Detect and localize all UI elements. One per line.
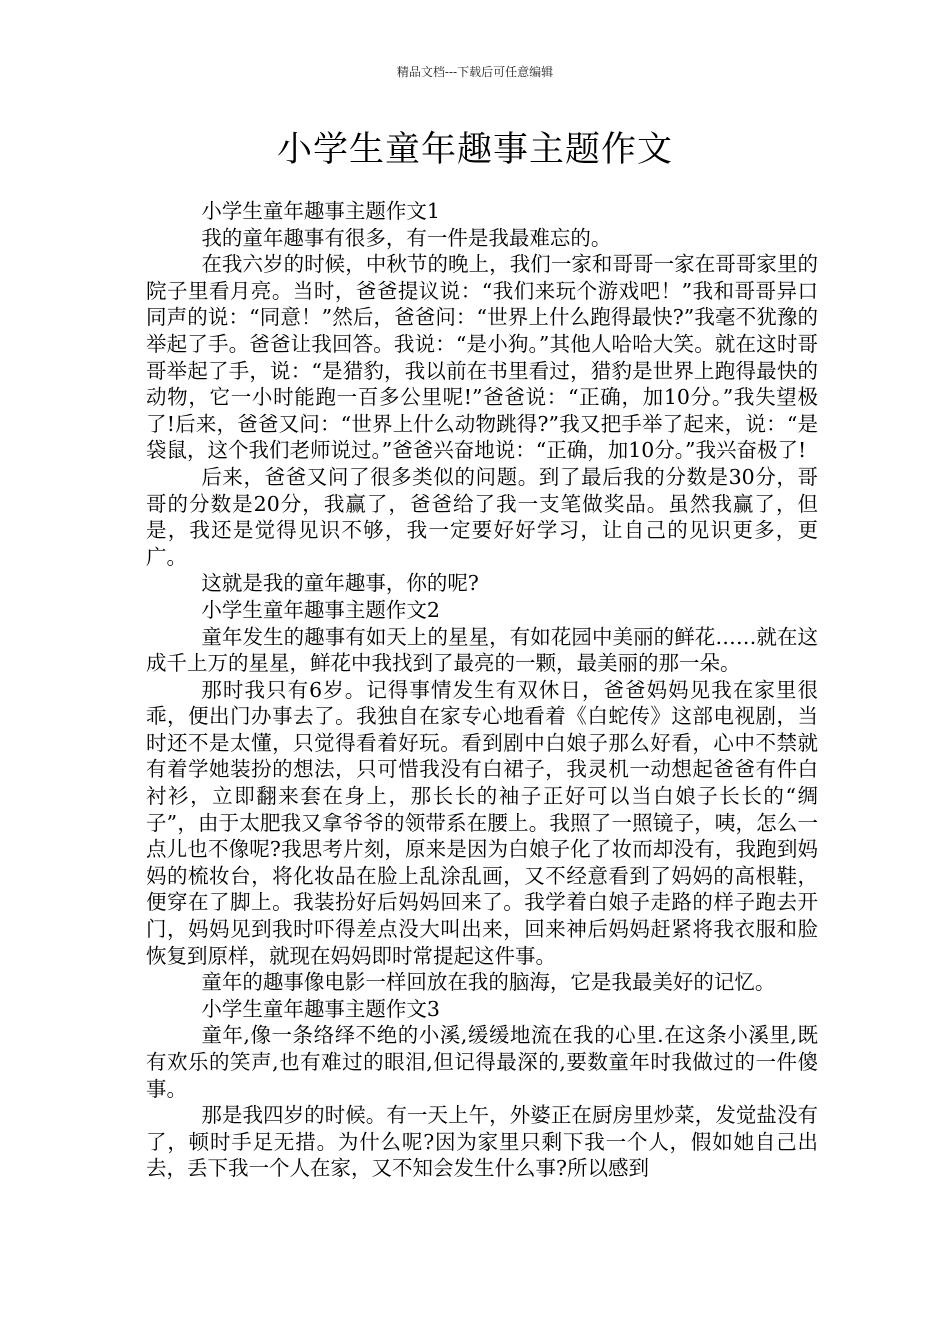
page-header: 精品文档---下载后可任意编辑 bbox=[396, 65, 554, 79]
paragraph: 童年,像一条络绎不绝的小溪,缓缓地流在我的心里.在这条小溪里,既有欢乐的笑声,也有难过的眼泪,但记得最深的,要数童年时我做过的一件傻事。 bbox=[146, 1023, 818, 1101]
paragraph: 在我六岁的时候，中秋节的晚上，我们一家和哥哥一家在哥哥家里的院子里看月亮。当时，爸爸提议说：“我们来玩个游戏吧！”我和哥哥异口同声的说：“同意！”然后，爸爸问：“世界上什么跑得最快?”我毫不犹豫的举起了手。爸爸让我回答。我说：“是小狗。”其他人哈哈大笑。就在这时哥哥举起了手，说：“是猎豹，我以前在书里看过，猎豹是世界上跑得最快的动物，它一小时能跑一百多公里呢!”爸爸说：“正确，加10分。”我失望极了!后来，爸爸又问：“世界上什么动物跳得?”我又把手举了起来，说：“是袋鼠，这个我们老师说过。”爸爸兴奋地说：“正确，加10分。”我兴奋极了! bbox=[146, 252, 818, 463]
document-body bbox=[146, 198, 818, 1182]
paragraph: 我的童年趣事有很多，有一件是我最难忘的。 bbox=[201, 225, 612, 250]
section-heading-2: 小学生童年趣事主题作文2 bbox=[201, 597, 440, 622]
paragraph: 童年的趣事像电影一样回放在我的脑海，它是我最美好的记忆。 bbox=[201, 970, 776, 995]
paragraph: 那是我四岁的时候。有一天上午，外婆正在厨房里炒菜，发觉盐没有了，顿时手足无措。为什么呢?因为家里只剩下我一个人，假如她自己出去，丢下我一个人在家，又不知会发生什么事?所以感到 bbox=[146, 1103, 818, 1181]
paragraph: 这就是我的童年趣事，你的呢? bbox=[201, 571, 479, 596]
paragraph: 童年发生的趣事有如天上的星星，有如花园中美丽的鲜花……就在这成千上万的星星，鲜花中我找到了最亮的一颗，最美丽的那一朵。 bbox=[146, 624, 818, 676]
section-heading-1: 小学生童年趣事主题作文1 bbox=[201, 199, 440, 223]
section-heading-3: 小学生童年趣事主题作文3 bbox=[201, 996, 440, 1021]
paragraph: 那时我只有6岁。记得事情发生有双休日，爸爸妈妈见我在家里很乖，便出门办事去了。我独自在家专心地看着《白蛇传》这部电视剧，当时还不是太懂，只觉得看着好玩。看到剧中白娘子那么好看，心中不禁就有着学她装扮的想法，只可惜我没有白裙子，我灵机一动想起爸爸有件白衬衫，立即翻来套在身上，那长长的袖子正好可以当白娘子长长的“绸子”，由于太肥我又拿爷爷的领带系在腰上。我照了一照镜子，咦，怎么一点儿也不像呢?我思考片刻，原来是因为白娘子化了妆而却没有，我跑到妈妈的梳妆台，将化妆品在脸上乱涂乱画，又不经意看到了妈妈的高根鞋，便穿在了脚上。我装扮好后妈妈回来了。我学着白娘子走路的样子跑去开门，妈妈见到我时吓得差点没大叫出来，回来神后妈妈赶紧将我衣服和脸恢复到原样，就现在妈妈即时常提起这件事。 bbox=[146, 677, 818, 968]
document-title: 小学生童年趣事主题作文 bbox=[276, 130, 673, 170]
paragraph: 后来，爸爸又问了很多类似的问题。到了最后我的分数是30分，哥哥的分数是20分，我赢了，爸爸给了我一支笔做奖品。虽然我赢了，但是，我还是觉得见识不够，我一定要好好学习，让自己的见识更多，更广。 bbox=[146, 464, 818, 569]
